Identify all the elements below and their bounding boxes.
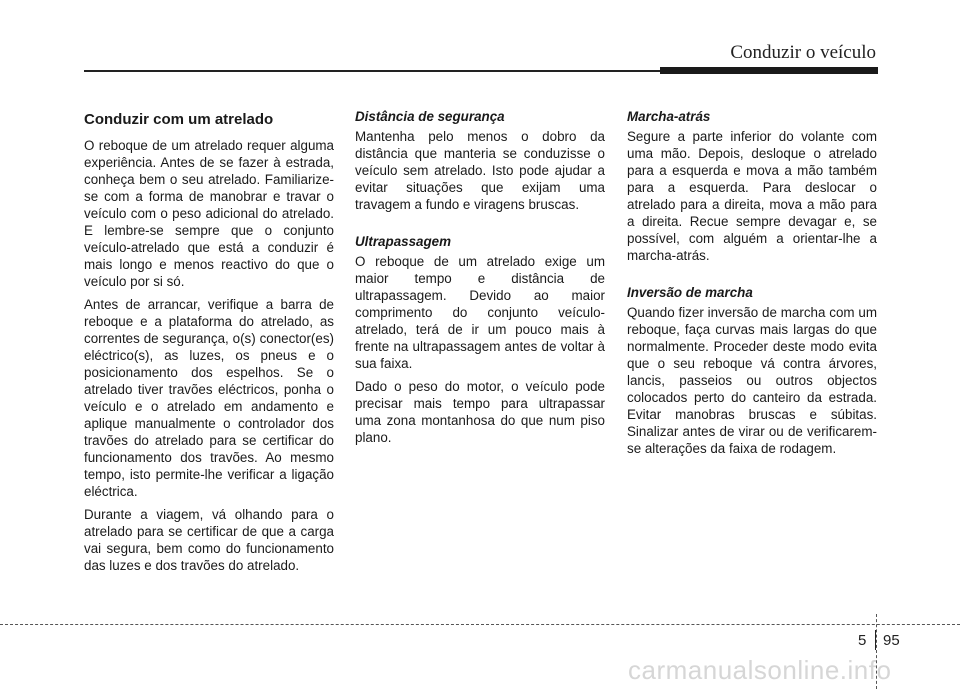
chapter-number: 5: [858, 632, 867, 649]
section-heading: Conduzir com um atrelado: [84, 111, 274, 128]
subsection-heading: Marcha-atrás: [627, 109, 711, 124]
paragraph: Quando fizer inversão de marcha com um reboque, faça curvas mais largas do que normalmente. Proceder deste modo evita que o seu reboque vá contra árvores, lancis, passeios ou outros objectos colocados perto do canteiro da estrada. Evitar manobras bruscas e súbitas. Sinalizar antes de virar ou de verificarem-se alterações da faixa de rodagem.: [627, 305, 877, 456]
column-2: [355, 108, 605, 452]
footer-rule: [0, 624, 960, 625]
subsection-heading: Distância de segurança: [355, 109, 505, 124]
paragraph: Durante a viagem, vá olhando para o atrelado para se certificar de que a carga vai segura, bem como do funcionamento das luzes e dos travões do atrelado.: [84, 507, 334, 573]
paragraph: Antes de arrancar, verifique a barra de reboque e a plataforma do atrelado, as correntes de segurança, o(s) conector(es) eléctrico(s), as luzes, os pneus e o posicionamento dos espelhos. Se o atrelado tiver travões eléctricos, ponha o veículo e o atrelado em andamento e aplique manualmente o controlador dos travões do atrelado para se certificar do funcionamento dos travões. Ao mesmo tempo, isto permite-lhe verificar a ligação eléctrica.: [84, 297, 334, 499]
column-3: [627, 108, 877, 463]
page-number: 95: [883, 632, 900, 649]
header-rule-thick: [660, 67, 878, 74]
paragraph: Segure a parte inferior do volante com uma mão. Depois, desloque o atrelado para a esquerda e mova a mão também para a esquerda. Para deslocar o atrelado para a direita, mova a mão para a direita. Recue sempre devagar e, se possível, com alguém a orientar-lhe a marcha-atrás.: [627, 129, 877, 263]
paragraph: O reboque de um atrelado requer alguma experiência. Antes de se fazer à estrada, conheça bem o seu atrelado. Familiarize-se com a forma de manobrar e travar o veículo com o peso adicional do atrelado. E lembre-se sempre que o conjunto veículo-atrelado que está a conduzir é mais longo e menos reactivo do que o veículo por si só.: [84, 138, 334, 289]
watermark: carmanualsonline.info: [628, 655, 892, 685]
page-number-separator: [875, 630, 876, 650]
subsection-heading: Inversão de marcha: [627, 285, 753, 300]
subsection-heading: Ultrapassagem: [355, 234, 452, 249]
paragraph: Mantenha pelo menos o dobro da distância que manteria se conduzisse o veículo sem atrelado. Isto pode ajudar a evitar situações que exijam uma travagem a fundo e viragens bruscas.: [355, 129, 605, 212]
paragraph: O reboque de um atrelado exige um maior tempo e distância de ultrapassagem. Devido ao maior comprimento do conjunto veículo-atrelado, terá de ir um pouco mais à frente na ultrapassagem antes de voltar à sua faixa.: [355, 254, 605, 371]
column-1: [84, 108, 334, 580]
paragraph: Dado o peso do motor, o veículo pode precisar mais tempo para ultrapassar uma zona montanhosa do que num piso plano.: [355, 379, 605, 445]
running-title: Conduzir o veículo: [730, 42, 876, 63]
header-rule-thin: [84, 70, 664, 72]
